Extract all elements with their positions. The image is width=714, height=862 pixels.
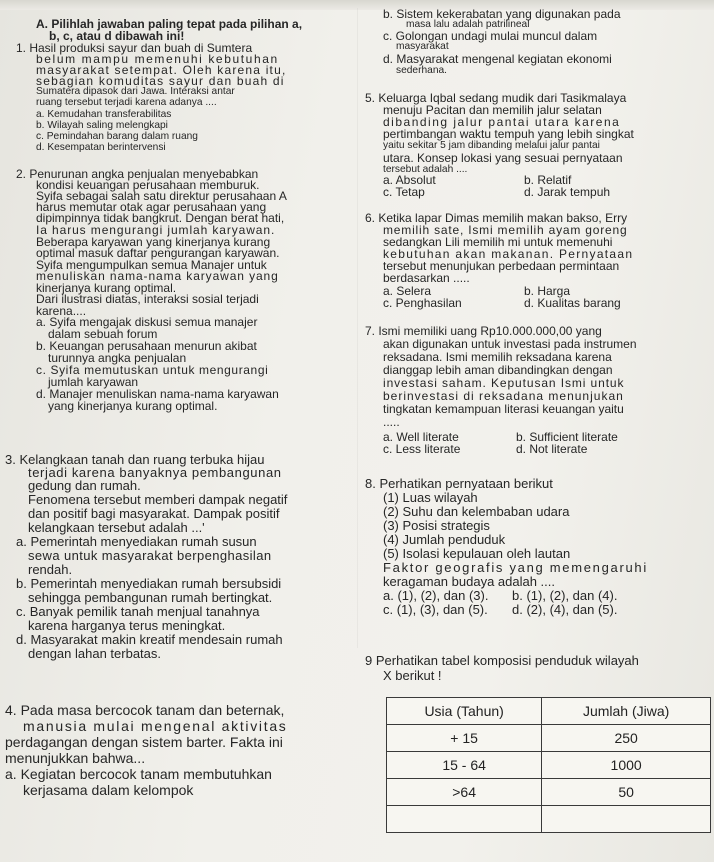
question-5-option-c[interactable]: c. Tetap xyxy=(383,185,425,199)
question-2-text: dipimpinnya tidak bangkrut. Dengan berat hati, xyxy=(36,211,285,225)
table-header-age: Usia (Tahun) xyxy=(387,698,542,725)
table-cell-empty xyxy=(542,806,711,833)
question-7-option-c[interactable]: c. Less literate xyxy=(383,442,461,456)
question-8-item: (5) Isolasi kepulauan oleh lautan xyxy=(383,546,571,561)
section-header: A. Pilihlah jawaban paling tepat pada pilihan a, xyxy=(36,17,303,31)
question-7-text: ..... xyxy=(383,415,400,429)
table-row xyxy=(387,779,711,806)
question-2-text: kinerjanya kurang optimal. xyxy=(36,281,177,295)
question-3-option-c[interactable]: karena harganya terus meningkat. xyxy=(28,618,226,633)
question-2-text: menuliskan nama-nama karyawan yang xyxy=(36,269,279,283)
question-8-item: (2) Suhu dan kelembaban udara xyxy=(383,504,570,519)
question-7-text: reksadana. Ismi memilih reksadana karena xyxy=(383,350,612,364)
question-1-option-c[interactable]: c. Golongan undagi mulai muncul dalam xyxy=(383,29,598,43)
question-2-option-c[interactable]: c. Syifa memutuskan untuk mengurangi xyxy=(36,363,269,377)
question-2-option-b[interactable]: b. Keuangan perusahaan menurun akibat xyxy=(36,339,257,353)
question-8-item: (1) Luas wilayah xyxy=(383,490,478,505)
question-1-option-d[interactable]: d. Masyarakat mengenal kegiatan ekonomi xyxy=(383,52,612,66)
question-1-text: masyarakat setempat. Oleh karena itu, xyxy=(36,63,287,77)
question-2-option-d[interactable]: d. Manajer menuliskan nama-nama karyawan xyxy=(36,387,279,401)
question-2-text: karena.... xyxy=(36,304,87,318)
question-3-option-a[interactable]: sewa untuk masyarakat berpenghasilan xyxy=(28,548,272,563)
section-header: b, c, atau d dibawah ini! xyxy=(49,29,185,43)
question-5-text: tersebut adalah .... xyxy=(383,164,468,175)
question-2-text: Syifa sebagai salah satu direktur perusahaan A xyxy=(36,189,287,203)
question-2-text: Ia harus mengurangi jumlah karyawan. xyxy=(36,223,276,237)
question-8-text: Faktor geografis yang memengaruhi xyxy=(383,560,648,575)
question-4-option-a[interactable]: kerjasama dalam kelompok xyxy=(23,782,194,798)
question-1-option-c[interactable]: masyarakat xyxy=(396,41,449,52)
question-6-text: sedangkan Lili memilih mi untuk memenuhi xyxy=(383,235,613,249)
question-8-option-d[interactable]: d. (2), (4), dan (5). xyxy=(512,602,618,617)
question-2-text: harus memutar otak agar perusahaan yang xyxy=(36,200,267,214)
question-3-text: dan positif bagi masyarakat. Dampak positif xyxy=(28,506,280,521)
question-1-option-d[interactable]: d. Kesempatan berintervensi xyxy=(36,142,166,153)
question-3-text: kelangkaan tersebut adalah ...' xyxy=(28,520,205,535)
question-7-option-a[interactable]: a. Well literate xyxy=(383,430,459,444)
question-7-option-b[interactable]: b. Sufficient literate xyxy=(516,430,618,444)
question-1-text: 1. Hasil produksi sayur dan buah di Sumtera xyxy=(16,41,253,55)
question-1-option-b[interactable]: b. Sistem kekerabatan yang digunakan pada xyxy=(383,7,621,21)
question-9-text: 9 Perhatikan tabel komposisi penduduk wilayah xyxy=(365,653,639,668)
question-2-text: Dari ilustrasi diatas, interaksi sosial terjadi xyxy=(36,292,259,306)
question-1-option-b[interactable]: b. Wilayah saling melengkapi xyxy=(36,120,168,131)
question-8-item: (3) Posisi strategis xyxy=(383,518,490,533)
question-3-option-b[interactable]: sehingga pembangunan rumah bertingkat. xyxy=(28,590,273,605)
question-8-option-c[interactable]: c. (1), (3), dan (5). xyxy=(383,602,488,617)
population-table xyxy=(386,697,711,833)
table-cell-count: 50 xyxy=(542,779,711,806)
question-5-text: menuju Pacitan dan memilih jalur selatan xyxy=(383,103,602,117)
question-4-text: 4. Pada masa bercocok tanam dan beternak, xyxy=(5,702,285,718)
question-8-option-a[interactable]: a. (1), (2), dan (3). xyxy=(383,588,489,603)
question-2-option-a[interactable]: a. Syifa mengajak diskusi semua manajer xyxy=(36,315,258,329)
question-3-option-d[interactable]: dengan lahan terbatas. xyxy=(28,646,161,661)
table-row xyxy=(387,725,711,752)
question-7-text: dianggap lebih aman dibandingkan dengan xyxy=(383,363,613,377)
question-9-text: X berikut ! xyxy=(383,668,442,683)
question-3-option-a[interactable]: a. Pemerintah menyediakan rumah susun xyxy=(16,534,257,549)
table-cell-count: 1000 xyxy=(542,752,711,779)
question-3-text: Fenomena tersebut memberi dampak negatif xyxy=(28,492,288,507)
question-2-option-a[interactable]: dalam sebuah forum xyxy=(48,327,158,341)
table-cell-count: 250 xyxy=(542,725,711,752)
question-6-option-d[interactable]: d. Kualitas barang xyxy=(524,296,621,310)
table-row xyxy=(387,752,711,779)
question-3-text: terjadi karena banyaknya pembangunan xyxy=(28,465,282,480)
question-1-option-c[interactable]: c. Pemindahan barang dalam ruang xyxy=(36,131,198,142)
column-divider xyxy=(357,8,358,648)
question-4-text: perdagangan dengan sistem barter. Fakta ini xyxy=(5,734,283,750)
question-5-text: yaitu sekitar 5 jam dibanding melalui jalur pantai xyxy=(383,140,600,151)
question-7-text: investasi saham. Keputusan Ismi untuk xyxy=(383,376,625,390)
table-cell-age: >64 xyxy=(387,779,542,806)
question-4-text: manusia mulai mengenal aktivitas xyxy=(23,718,288,734)
question-5-text: pertimbangan waktu tempuh yang lebih singkat xyxy=(383,127,634,141)
question-2-option-b[interactable]: turunnya angka penjualan xyxy=(48,351,187,365)
question-5-text: utara. Konsep lokasi yang sesuai pernyataan xyxy=(383,151,623,165)
table-header-count: Jumlah (Jiwa) xyxy=(542,698,711,725)
question-1-text: ruang tersebut terjadi karena adanya .... xyxy=(36,97,217,108)
question-1-option-d[interactable]: sederhana. xyxy=(396,65,447,76)
question-2-option-d[interactable]: yang kinerjanya kurang optimal. xyxy=(48,399,218,413)
question-5-option-a[interactable]: a. Absolut xyxy=(383,173,436,187)
question-6-option-a[interactable]: a. Selera xyxy=(383,284,432,298)
question-2-option-c[interactable]: jumlah karyawan xyxy=(48,375,139,389)
question-7-option-d[interactable]: d. Not literate xyxy=(516,442,588,456)
question-8-text: keragaman budaya adalah .... xyxy=(383,574,556,589)
question-6-option-b[interactable]: b. Harga xyxy=(524,284,571,298)
question-3-text: gedung dan rumah. xyxy=(28,478,141,493)
question-6-text: 6. Ketika lapar Dimas memilih makan bakso, Erry xyxy=(365,211,628,225)
question-1-option-b[interactable]: masa lalu adalah patrilineal xyxy=(406,19,530,30)
table-row-empty xyxy=(387,806,711,833)
question-1-text: sebagian komuditas sayur dan buah di xyxy=(36,74,285,88)
question-2-text: 2. Penurunan angka penjualan menyebabkan xyxy=(16,167,259,181)
question-4-text: menunjukkan bahwa... xyxy=(5,750,146,766)
question-7-text: akan digunakan untuk investasi pada instrumen xyxy=(383,337,637,351)
question-8-item: (4) Jumlah penduduk xyxy=(383,532,506,547)
question-6-text: kebutuhan akan makanan. Pernyataan xyxy=(383,247,634,261)
question-4-option-a[interactable]: a. Kegiatan bercocok tanam membutuhkan xyxy=(5,766,272,782)
question-7-text: berinvestasi di reksadana menunjukan xyxy=(383,389,624,403)
question-1-option-a[interactable]: a. Kemudahan transferabilitas xyxy=(36,109,172,120)
question-6-text: tersebut menunjukan perbedaan permintaan xyxy=(383,259,620,273)
question-5-text: dibanding jalur pantai utara karena xyxy=(383,115,621,129)
table-cell-empty xyxy=(387,806,542,833)
question-2-text: Beberapa karyawan yang kinerjanya kurang xyxy=(36,235,271,249)
question-5-option-b[interactable]: b. Relatif xyxy=(524,173,572,187)
table-header-row xyxy=(387,698,711,725)
question-3-option-c[interactable]: c. Banyak pemilik tanah menjual tanahnya xyxy=(16,604,260,619)
question-1-text: belum mampu memenuhi kebutuhan xyxy=(36,52,279,66)
question-6-option-c[interactable]: c. Penghasilan xyxy=(383,296,462,310)
question-7-text: 7. Ismi memiliki uang Rp10.000.000,00 yang xyxy=(365,324,602,338)
question-6-text: memilih sate, Ismi memilih ayam goreng xyxy=(383,223,628,237)
question-2-text: kondisi keuangan perusahaan memburuk. xyxy=(36,178,260,192)
question-8-option-b[interactable]: b. (1), (2), dan (4). xyxy=(512,588,618,603)
question-2-text: optimal masuk daftar pengurangan karyawan. xyxy=(36,246,280,260)
table-cell-age: 15 - 64 xyxy=(387,752,542,779)
question-3-option-d[interactable]: d. Masyarakat makin kreatif mendesain rumah xyxy=(16,632,283,647)
question-1-text: Sumatera dipasok dari Jawa. Interaksi antar xyxy=(36,86,235,97)
question-5-option-d[interactable]: d. Jarak tempuh xyxy=(524,185,611,199)
question-3-text: 3. Kelangkaan tanah dan ruang terbuka hijau xyxy=(5,452,265,467)
question-6-text: berdasarkan ..... xyxy=(383,271,470,285)
question-8-text: 8. Perhatikan pernyataan berikut xyxy=(365,476,553,491)
question-3-option-a[interactable]: rendah. xyxy=(28,562,73,577)
question-2-text: Syifa mengumpulkan semua Manajer untuk xyxy=(36,258,267,272)
question-5-text: 5. Keluarga Iqbal sedang mudik dari Tasikmalaya xyxy=(365,91,627,105)
question-3-option-b[interactable]: b. Pemerintah menyediakan rumah bersubsidi xyxy=(16,576,282,591)
question-7-text: tingkatan kemampuan literasi keuangan yaitu xyxy=(383,402,624,416)
table-cell-age: + 15 xyxy=(387,725,542,752)
